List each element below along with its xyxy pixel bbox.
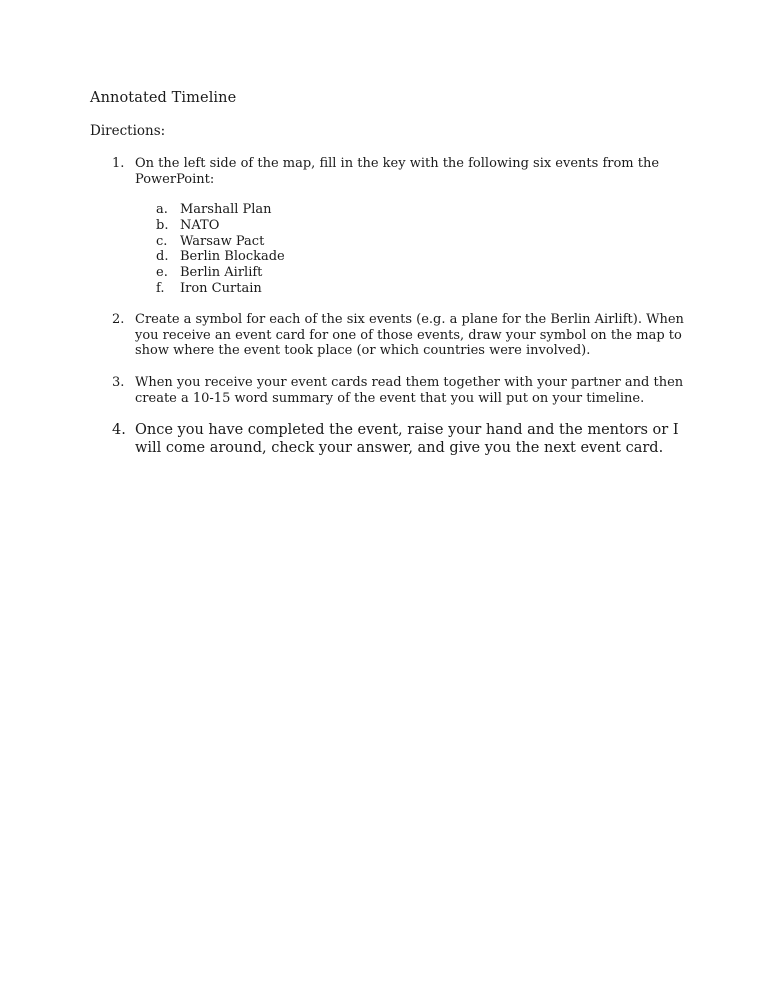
sub-item-letter: b. [156,218,169,233]
sub-item-text: Iron Curtain [180,281,262,296]
sub-item-text: NATO [180,218,220,233]
sub-item-letter: a. [156,202,168,217]
sub-item-letter: e. [156,265,168,280]
step-number: 2. [112,312,125,327]
step-number: 4. [112,422,126,438]
sub-item-letter: c. [156,234,168,249]
step-number: 3. [112,375,125,390]
step-text: When you receive your event cards read them together with your partner and then create a 10-15 word summary of the event that you will put on your timeline. [135,375,684,406]
sub-item-text: Marshall Plan [180,202,272,217]
sub-item-letter: d. [156,249,169,264]
directions-label: Directions: [90,123,166,139]
step-text: Once you have completed the event, raise your hand and the mentors or I will come around, check your answer, and give you the next event card. [135,422,679,456]
sub-item-text: Berlin Blockade [180,249,285,264]
sub-item-text: Berlin Airlift [180,265,263,280]
step-text: On the left side of the map, fill in the key with the following six events from the PowerPoint: [135,156,660,187]
step-number: 1. [112,156,125,171]
sub-item-letter: f. [156,281,165,296]
step-text: Create a symbol for each of the six events (e.g. a plane for the Berlin Airlift). When you receive an event card for one of those events, draw your symbol on the map to show where the event took place (or which countries were involved). [135,312,684,359]
document-title: Annotated Timeline [90,90,237,106]
sub-item-text: Warsaw Pact [180,234,265,249]
